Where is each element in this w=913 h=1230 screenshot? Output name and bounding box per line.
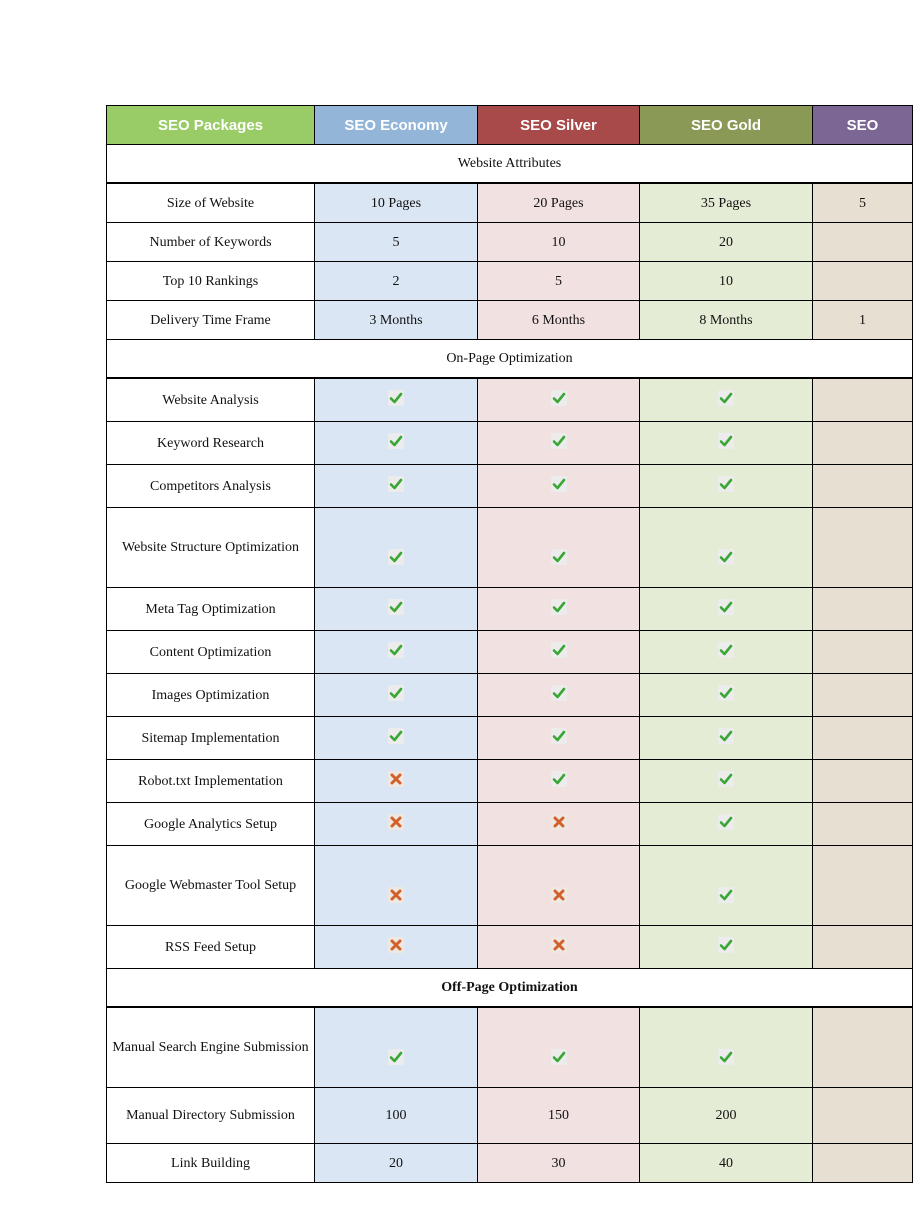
check-icon — [718, 599, 734, 615]
check-icon — [388, 1049, 404, 1065]
economy-value: 20 — [315, 1144, 478, 1183]
header-seo-silver: SEO Silver — [478, 106, 640, 145]
silver-cell — [478, 588, 640, 631]
table-row — [107, 803, 913, 846]
seo-packages-table-container — [106, 105, 879, 1171]
table-row — [107, 301, 913, 340]
economy-cell — [315, 926, 478, 969]
silver-cell — [478, 717, 640, 760]
economy-cell — [315, 760, 478, 803]
table-row — [107, 1088, 913, 1144]
section-title: On-Page Optimization — [107, 340, 913, 379]
platinum-value — [813, 588, 913, 631]
economy-cell — [315, 674, 478, 717]
check-icon — [551, 1049, 567, 1065]
cross-icon — [551, 937, 567, 953]
row-label: Google Analytics Setup — [107, 803, 315, 846]
table-row — [107, 1144, 913, 1183]
row-label: Manual Search Engine Submission — [107, 1007, 315, 1088]
silver-cell — [478, 760, 640, 803]
silver-value: 150 — [478, 1088, 640, 1144]
gold-value: 20 — [640, 223, 813, 262]
table-row — [107, 465, 913, 508]
gold-cell — [640, 631, 813, 674]
row-label: Delivery Time Frame — [107, 301, 315, 340]
silver-cell — [478, 1007, 640, 1088]
table-row — [107, 422, 913, 465]
check-icon — [718, 887, 734, 903]
row-label: Meta Tag Optimization — [107, 588, 315, 631]
silver-cell — [478, 465, 640, 508]
platinum-value — [813, 422, 913, 465]
silver-cell — [478, 631, 640, 674]
platinum-value — [813, 1088, 913, 1144]
check-icon — [551, 685, 567, 701]
silver-cell — [478, 378, 640, 422]
economy-cell — [315, 803, 478, 846]
platinum-value: 1 — [813, 301, 913, 340]
table-row — [107, 508, 913, 588]
check-icon — [718, 476, 734, 492]
gold-value: 40 — [640, 1144, 813, 1183]
platinum-value — [813, 223, 913, 262]
table-row — [107, 262, 913, 301]
check-icon — [551, 476, 567, 492]
economy-value: 5 — [315, 223, 478, 262]
platinum-value: 5 — [813, 183, 913, 223]
section-title: Off-Page Optimization — [107, 969, 913, 1008]
economy-cell — [315, 378, 478, 422]
economy-value: 3 Months — [315, 301, 478, 340]
economy-value: 100 — [315, 1088, 478, 1144]
gold-cell — [640, 378, 813, 422]
table-row — [107, 760, 913, 803]
economy-cell — [315, 588, 478, 631]
header-seo-economy: SEO Economy — [315, 106, 478, 145]
table-row — [107, 223, 913, 262]
check-icon — [718, 1049, 734, 1065]
platinum-value — [813, 803, 913, 846]
check-icon — [551, 728, 567, 744]
check-icon — [718, 728, 734, 744]
section-row — [107, 969, 913, 1008]
check-icon — [551, 642, 567, 658]
section-row — [107, 340, 913, 379]
row-label: Images Optimization — [107, 674, 315, 717]
check-icon — [388, 433, 404, 449]
row-label: Keyword Research — [107, 422, 315, 465]
table-row — [107, 717, 913, 760]
table-row — [107, 1007, 913, 1088]
silver-cell — [478, 674, 640, 717]
platinum-value — [813, 1007, 913, 1088]
gold-cell — [640, 1007, 813, 1088]
row-label: Link Building — [107, 1144, 315, 1183]
check-icon — [718, 642, 734, 658]
row-label: Robot.txt Implementation — [107, 760, 315, 803]
economy-cell — [315, 465, 478, 508]
table-row — [107, 674, 913, 717]
row-label: Google Webmaster Tool Setup — [107, 846, 315, 926]
check-icon — [718, 771, 734, 787]
silver-value: 6 Months — [478, 301, 640, 340]
silver-value: 10 — [478, 223, 640, 262]
gold-cell — [640, 422, 813, 465]
section-row — [107, 145, 913, 184]
row-label: Content Optimization — [107, 631, 315, 674]
economy-cell — [315, 422, 478, 465]
silver-cell — [478, 846, 640, 926]
table-row — [107, 588, 913, 631]
economy-cell — [315, 1007, 478, 1088]
silver-cell — [478, 803, 640, 846]
row-label: Manual Directory Submission — [107, 1088, 315, 1144]
table-row — [107, 926, 913, 969]
gold-value: 35 Pages — [640, 183, 813, 223]
cross-icon — [388, 771, 404, 787]
check-icon — [718, 937, 734, 953]
check-icon — [551, 599, 567, 615]
silver-cell — [478, 422, 640, 465]
header-seo-platinum: SEO — [813, 106, 913, 145]
gold-cell — [640, 588, 813, 631]
check-icon — [551, 771, 567, 787]
gold-cell — [640, 803, 813, 846]
row-label: Number of Keywords — [107, 223, 315, 262]
row-label: Top 10 Rankings — [107, 262, 315, 301]
check-icon — [388, 599, 404, 615]
check-icon — [388, 685, 404, 701]
economy-value: 2 — [315, 262, 478, 301]
table-row — [107, 846, 913, 926]
cross-icon — [388, 937, 404, 953]
check-icon — [388, 549, 404, 565]
economy-cell — [315, 508, 478, 588]
check-icon — [551, 390, 567, 406]
economy-cell — [315, 717, 478, 760]
platinum-value — [813, 508, 913, 588]
row-label: Size of Website — [107, 183, 315, 223]
platinum-value — [813, 378, 913, 422]
table-row — [107, 183, 913, 223]
economy-cell — [315, 631, 478, 674]
check-icon — [388, 642, 404, 658]
seo-packages-table — [106, 105, 913, 1183]
row-label: Competitors Analysis — [107, 465, 315, 508]
platinum-value — [813, 1144, 913, 1183]
check-icon — [551, 549, 567, 565]
row-label: Website Structure Optimization — [107, 508, 315, 588]
cross-icon — [388, 887, 404, 903]
header-packages: SEO Packages — [107, 106, 315, 145]
section-title: Website Attributes — [107, 145, 913, 184]
cross-icon — [551, 814, 567, 830]
row-label: Website Analysis — [107, 378, 315, 422]
gold-cell — [640, 674, 813, 717]
gold-cell — [640, 846, 813, 926]
cross-icon — [551, 887, 567, 903]
check-icon — [388, 476, 404, 492]
table-row — [107, 631, 913, 674]
cross-icon — [388, 814, 404, 830]
gold-cell — [640, 717, 813, 760]
check-icon — [388, 390, 404, 406]
platinum-value — [813, 631, 913, 674]
platinum-value — [813, 465, 913, 508]
platinum-value — [813, 717, 913, 760]
gold-cell — [640, 926, 813, 969]
platinum-value — [813, 760, 913, 803]
gold-cell — [640, 508, 813, 588]
silver-cell — [478, 926, 640, 969]
check-icon — [718, 390, 734, 406]
row-label: RSS Feed Setup — [107, 926, 315, 969]
platinum-value — [813, 674, 913, 717]
economy-value: 10 Pages — [315, 183, 478, 223]
silver-value: 5 — [478, 262, 640, 301]
gold-cell — [640, 465, 813, 508]
silver-value: 20 Pages — [478, 183, 640, 223]
platinum-value — [813, 926, 913, 969]
silver-cell — [478, 508, 640, 588]
check-icon — [718, 685, 734, 701]
gold-cell — [640, 760, 813, 803]
gold-value: 200 — [640, 1088, 813, 1144]
economy-cell — [315, 846, 478, 926]
silver-value: 30 — [478, 1144, 640, 1183]
gold-value: 10 — [640, 262, 813, 301]
check-icon — [388, 728, 404, 744]
row-label: Sitemap Implementation — [107, 717, 315, 760]
gold-value: 8 Months — [640, 301, 813, 340]
table-row — [107, 378, 913, 422]
check-icon — [718, 549, 734, 565]
check-icon — [718, 433, 734, 449]
check-icon — [551, 433, 567, 449]
platinum-value — [813, 262, 913, 301]
header-row — [107, 106, 913, 145]
platinum-value — [813, 846, 913, 926]
check-icon — [718, 814, 734, 830]
header-seo-gold: SEO Gold — [640, 106, 813, 145]
